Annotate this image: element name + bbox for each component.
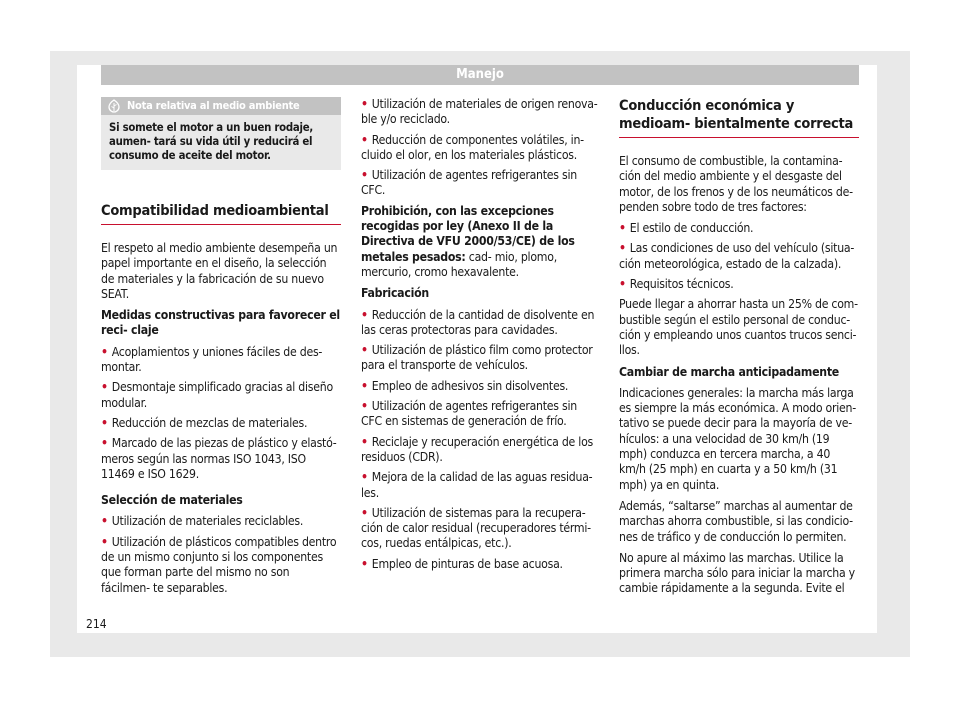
bullet-dot-icon: •	[361, 132, 368, 147]
bullet-item	[361, 399, 601, 430]
bullet-item	[361, 133, 601, 164]
bullet-dot-icon: •	[619, 241, 626, 256]
bullet-text: Utilización de agentes refrigerantes sin CFC.	[361, 168, 577, 198]
bullet-dot-icon: •	[101, 344, 108, 359]
bullet-list	[619, 221, 859, 292]
paragraph: Indicaciones generales: la marcha más larga es siempre la más económica. A modo orien- tativo se puede decir para la mayoría de ve- hículos: a una velocidad de 30 km/h (19 mph) conduzca en tercera marcha, a 40 km/h (25 mph) en cuarta y a 50 km/h (31 mph) ya en quinta.	[619, 385, 856, 492]
bullet-dot-icon: •	[361, 505, 368, 520]
paragraph: El consumo de combustible, la contamina- ción del medio ambiente y el desgaste del motor, de los frenos y de los neumáticos de- penden sobre todo de tres factores:	[619, 154, 853, 214]
paragraph: Puede llegar a ahorrar hasta un 25% de com- bustible según el estilo personal de conduc- ción y empleando unos cuantos trucos senci- llos.	[619, 297, 858, 358]
bullet-item	[361, 97, 601, 128]
bullet-list	[361, 97, 601, 199]
prohibition-rest: cad- mio, plomo, mercurio, cromo hexavalente.	[361, 249, 557, 279]
paragraph: El respeto al medio ambiente desempeña un papel importante en el diseño, la selección de materiales y la fabricación de su nuevo SEAT.	[101, 241, 338, 301]
bullet-item	[361, 506, 601, 552]
bullet-dot-icon: •	[619, 277, 626, 292]
running-header: Manejo	[101, 65, 859, 85]
bullet-item	[101, 380, 341, 411]
bullet-dot-icon: •	[361, 307, 368, 322]
bullet-item	[101, 345, 341, 376]
note-title: Nota relativa al medio ambiente	[127, 99, 300, 112]
bullet-text: Utilización de plástico film como protector para el transporte de vehículos.	[361, 343, 593, 373]
bullet-text: Empleo de adhesivos sin disolventes.	[371, 378, 569, 393]
bullet-item	[619, 277, 859, 292]
subheading-shift: Cambiar de marcha anticipadamente	[619, 364, 839, 379]
note-header	[101, 97, 341, 115]
bullet-text: Empleo de pinturas de base acuosa.	[371, 556, 563, 571]
bullet-dot-icon: •	[101, 415, 108, 430]
page-number: 214	[86, 617, 107, 631]
bullet-text: Reducción de componentes volátiles, in- cluido el olor, en los materiales plásticos.	[361, 132, 584, 162]
bullet-dot-icon: •	[101, 380, 108, 395]
bullet-dot-icon: •	[361, 378, 368, 393]
bullet-text: Reciclaje y recuperación energética de los residuos (CDR).	[361, 434, 593, 464]
section-title-driving: Conducción económica y medioam- bientalmente correcta	[619, 97, 859, 138]
bullet-item	[101, 436, 341, 482]
bullet-item	[361, 343, 601, 374]
bullet-list	[101, 514, 341, 595]
bullet-text: Mejora de la calidad de las aguas residua- les.	[361, 470, 593, 500]
leaf-icon	[107, 99, 121, 113]
bullet-text: Utilización de materiales reciclables.	[111, 514, 304, 529]
paragraph: No apure al máximo las marchas. Utilice la primera marcha sólo para iniciar la marcha y cambie rápidamente a la segunda. Evite el	[619, 550, 855, 596]
paragraph: Además, “saltarse” marchas al aumentar de marchas ahorra combustible, si las condicio- nes de tráfico y de conducción lo permiten.	[619, 498, 853, 544]
bullet-item	[361, 557, 601, 572]
bullet-dot-icon: •	[101, 436, 108, 451]
column-right	[619, 97, 859, 603]
bullet-text: Utilización de agentes refrigerantes sin CFC en sistemas de generación de frío.	[361, 399, 577, 429]
bullet-dot-icon: •	[361, 434, 368, 449]
subheading-manufacturing: Fabricación	[361, 286, 429, 301]
column-middle	[361, 97, 601, 577]
bullet-dot-icon: •	[361, 399, 368, 414]
bullet-dot-icon: •	[361, 470, 368, 485]
bullet-list	[361, 308, 601, 572]
section-title-compat: Compatibilidad medioambiental	[101, 202, 341, 225]
bullet-text: Acoplamientos y uniones fáciles de des- montar.	[101, 344, 323, 375]
bullet-dot-icon: •	[101, 534, 108, 549]
bullet-text: El estilo de conducción.	[629, 221, 754, 236]
bullet-item	[101, 514, 341, 529]
bullet-text: Requisitos técnicos.	[629, 277, 734, 292]
bullet-list	[101, 345, 341, 482]
prohibition-bold: Prohibición, con las excepciones recogidas por ley (Anexo II de la Directiva de VFU 2000/53/CE) de los metales pesados:	[361, 203, 575, 264]
bullet-item	[619, 241, 859, 272]
bullet-dot-icon: •	[619, 221, 626, 236]
bullet-item	[361, 168, 601, 199]
bullet-item	[101, 416, 341, 431]
subheading-materials: Selección de materiales	[101, 493, 243, 508]
bullet-text: Utilización de materiales de origen renova- ble y/o reciclado.	[361, 97, 598, 127]
bullet-item	[361, 435, 601, 466]
bullet-item	[619, 221, 859, 236]
note-body: Si somete el motor a un buen rodaje, aumen- tará su vida útil y reducirá el consumo de aceite del motor.	[109, 121, 313, 162]
bullet-dot-icon: •	[101, 514, 108, 529]
bullet-dot-icon: •	[361, 343, 368, 358]
bullet-dot-icon: •	[361, 97, 368, 111]
bullet-item	[361, 379, 601, 394]
subheading-recycling: Medidas constructivas para favorecer el reci- claje	[101, 308, 340, 338]
bullet-dot-icon: •	[361, 168, 368, 183]
bullet-item	[101, 535, 341, 596]
bullet-text: Las condiciones de uso del vehículo (situa- ción meteorológica, estado de la calzada).	[619, 241, 855, 271]
prohibition-paragraph	[361, 204, 601, 280]
bullet-text: Desmontaje simplificado gracias al diseño modular.	[101, 380, 333, 410]
bullet-text: Utilización de sistemas para la recupera- ción de calor residual (recuperadores térmi- cos, ruedas entálpicas, etc.).	[361, 505, 591, 551]
bullet-text: Reducción de mezclas de materiales.	[111, 415, 308, 430]
column-left	[101, 97, 341, 601]
bullet-text: Reducción de la cantidad de disolvente en las ceras protectoras para cavidades.	[361, 307, 595, 337]
bullet-item	[361, 470, 601, 501]
bullet-item	[361, 308, 601, 339]
bullet-text: Utilización de plásticos compatibles dentro de un mismo conjunto si los componentes que forman parte del mismo no son fácilmen- te separables.	[101, 534, 337, 595]
environment-note	[101, 97, 341, 170]
bullet-text: Marcado de las piezas de plástico y elastó- meros según las normas ISO 1043, ISO 11469 e ISO 1629.	[101, 436, 337, 481]
bullet-dot-icon: •	[361, 556, 368, 571]
